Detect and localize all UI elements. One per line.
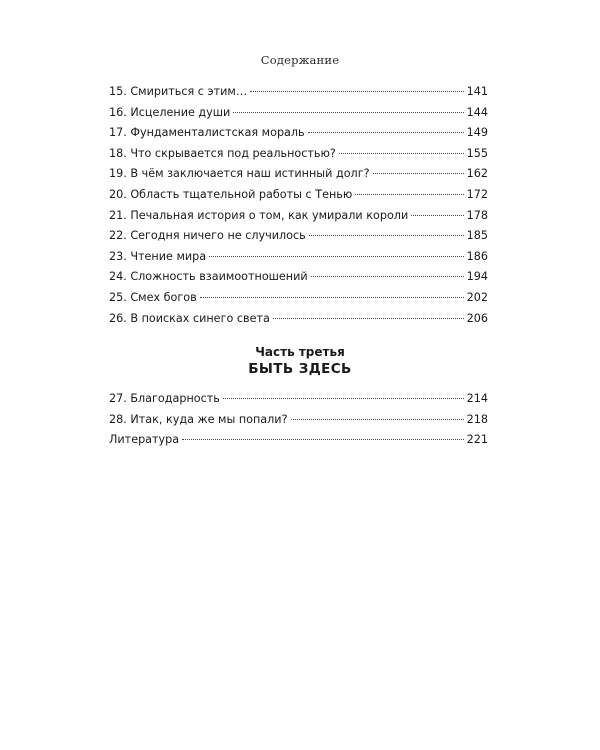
toc-entry [109, 430, 488, 451]
toc-entry-page: 218 [466, 412, 488, 426]
toc-dot-leader [291, 419, 464, 420]
toc-entry [109, 410, 488, 431]
toc-entry-page: 185 [466, 229, 488, 243]
toc-entry-title: 21. Печальная история о том, как умирали короли [109, 208, 409, 222]
toc-entry-page: 149 [466, 126, 488, 140]
toc-dot-leader [373, 173, 464, 174]
toc-entry-title: 19. В чём заключается наш истинный долг? [109, 167, 370, 181]
toc-entry-title: 28. Итак, куда же мы попали? [109, 412, 288, 426]
toc-dot-leader [308, 132, 464, 133]
toc-entry-title: 22. Сегодня ничего не случилось [109, 229, 306, 243]
toc-dot-leader [339, 153, 464, 154]
toc-entry-page: 178 [466, 208, 488, 222]
toc-entry [109, 226, 488, 247]
toc-entry-title: 26. В поисках синего света [109, 311, 270, 325]
toc-entry-page: 186 [466, 249, 488, 263]
toc-dot-leader [355, 194, 463, 195]
toc-entry-title: 18. Что скрывается под реальностью? [109, 146, 336, 160]
toc-entry-title: 23. Чтение мира [109, 249, 207, 263]
toc-entry-page: 206 [466, 311, 488, 325]
toc-entry-title: 27. Благодарность [109, 392, 220, 405]
toc-entry [109, 288, 488, 309]
toc-dot-leader [182, 439, 464, 440]
toc-entry [109, 144, 488, 165]
toc-entry-title: Литература [109, 433, 180, 447]
part-title: БЫТЬ ЗДЕСЬ [248, 361, 352, 377]
toc-dot-leader [209, 256, 464, 257]
toc-dot-leader [309, 235, 464, 236]
toc-entry-title: 20. Область тщательной работы с Тенью [109, 187, 353, 201]
toc-dot-leader [200, 297, 464, 298]
toc-dot-leader [250, 91, 464, 92]
toc-entry-title: 24. Сложность взаимоотношений [109, 270, 308, 284]
running-header: Содержание [260, 53, 340, 67]
toc-entry-page: 141 [466, 85, 488, 98]
toc-entry-page: 214 [466, 392, 488, 405]
toc-entry [109, 247, 488, 268]
toc-entry [109, 82, 488, 103]
toc-entry-page: 172 [466, 187, 488, 201]
toc-entry [109, 309, 488, 330]
toc-dot-leader [223, 398, 464, 399]
toc-entry [109, 123, 488, 144]
toc-entry-page: 144 [466, 105, 488, 119]
part-label: Часть третья [255, 345, 345, 359]
toc-entry [109, 389, 488, 410]
toc-entry-page: 194 [466, 270, 488, 284]
toc-entry-page: 202 [466, 290, 488, 304]
toc-list-part-three [109, 389, 488, 451]
toc-list-part-two [109, 82, 488, 329]
toc-entry-title: 17. Фундаменталистская мораль [109, 126, 305, 140]
toc-entry-title: 16. Исцеление души [109, 105, 231, 119]
toc-entry [109, 103, 488, 124]
toc-entry-title: 15. Смириться с этим… [109, 85, 248, 98]
toc-entry [109, 185, 488, 206]
toc-entry [109, 267, 488, 288]
toc-entry-title: 25. Смех богов [109, 290, 197, 304]
toc-entry [109, 206, 488, 227]
toc-dot-leader [311, 276, 464, 277]
toc-dot-leader [233, 112, 463, 113]
toc-dot-leader [411, 215, 463, 216]
toc-entry [109, 164, 488, 185]
toc-entry-page: 155 [466, 146, 488, 160]
toc-entry-page: 162 [466, 167, 488, 181]
toc-dot-leader [273, 318, 464, 319]
part-heading [0, 344, 600, 379]
toc-entry-page: 221 [466, 433, 488, 447]
